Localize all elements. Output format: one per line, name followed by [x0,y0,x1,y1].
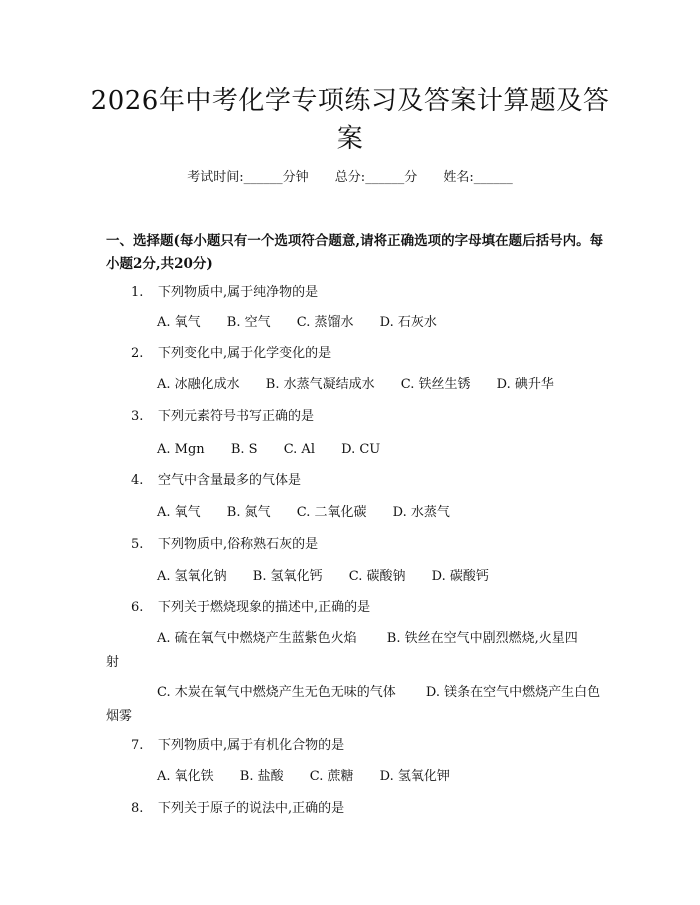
option: C. 二氧化碳 [296,505,367,520]
question-text: 下列物质中,属于有机化合物的是 [158,738,345,753]
question-stem [131,535,611,555]
question-stem [131,471,611,491]
question-text: 空气中含量最多的气体是 [158,473,302,488]
question-stem [131,736,611,756]
exam-info-row [0,168,700,188]
option: D. 镁条在空气中燃烧产生白色烟雾 [106,685,601,724]
student-name-field [443,168,512,188]
option: A. Mgn [157,442,205,457]
question-number: 1. [131,285,144,300]
option: B. 水蒸气凝结成水 [265,377,375,392]
option: A. 硫在氧气中燃烧产生蓝紫色火焰 [157,631,357,646]
question-number: 8. [131,801,144,816]
question-text: 下列关于原子的说法中,正确的是 [158,801,345,816]
question-options [157,313,459,333]
question-stem [131,283,611,303]
exam-time-blank: ______ [243,170,283,185]
question-text: 下列物质中,属于纯净物的是 [158,285,319,300]
option: C. 碳酸钠 [348,569,406,584]
question-stem [131,598,611,618]
option: B. 盐酸 [239,769,284,784]
option: C. 木炭在氧气中燃烧产生无色无味的气体 [157,685,396,700]
question-number: 7. [131,738,144,753]
option: B. 铁丝在空气中剧烈燃烧,火星四射 [106,631,578,670]
option: B. S [230,442,258,457]
option: C. 蔗糖 [309,769,354,784]
question-options-wrapped [106,681,606,729]
question-options [157,375,576,395]
student-name-blank: ______ [473,170,513,185]
option: D. 石灰水 [379,315,437,330]
question-text: 下列变化中,属于化学变化的是 [158,346,332,361]
option: C. 蒸馏水 [296,315,354,330]
option: C. Al [283,442,315,457]
student-name-label: 姓名: [443,170,474,185]
option: D. 碳酸钙 [431,569,489,584]
question-stem [131,799,611,819]
question-stem [131,344,611,364]
question-number: 6. [131,600,144,615]
question-text: 下列物质中,俗称熟石灰的是 [158,537,319,552]
total-score-label: 总分: [334,170,366,185]
question-options-wrapped [106,627,606,675]
question-text: 下列关于燃烧现象的描述中,正确的是 [158,600,371,615]
option: A. 氢氧化钠 [157,569,227,584]
question-number: 5. [131,537,144,552]
option: A. 冰融化成水 [157,377,240,392]
option: A. 氧气 [157,505,201,520]
option: B. 氢氧化钙 [252,569,323,584]
option: D. 碘升华 [496,377,554,392]
option: B. 氮气 [226,505,271,520]
option: C. 铁丝生锈 [400,377,471,392]
exam-time-label: 考试时间: [187,170,244,185]
total-score-blank: ______ [365,170,405,185]
option: D. 氢氧化钾 [379,769,450,784]
option: A. 氧气 [157,315,201,330]
question-number: 2. [131,346,144,361]
question-options [157,440,402,460]
question-options [157,503,472,523]
total-score-field [335,168,417,188]
exam-time-unit: 分钟 [282,170,309,185]
total-score-unit: 分 [404,170,418,185]
question-stem [131,407,611,427]
question-options [157,567,511,587]
option: B. 空气 [226,315,271,330]
option: D. 水蒸气 [392,505,450,520]
question-number: 3. [131,409,144,424]
option: A. 氧化铁 [157,769,214,784]
question-text: 下列元素符号书写正确的是 [158,409,315,424]
question-number: 4. [131,473,144,488]
section-heading: 一、选择题(每小题只有一个选项符合题意,请将正确选项的字母填在题后括号内。每小题2分,共20分) [106,233,604,272]
document-title: 2026年中考化学专项练习及答案计算题及答案 [90,86,610,154]
option: D. CU [341,442,381,457]
exam-time-field [187,168,308,188]
question-options [157,767,472,787]
